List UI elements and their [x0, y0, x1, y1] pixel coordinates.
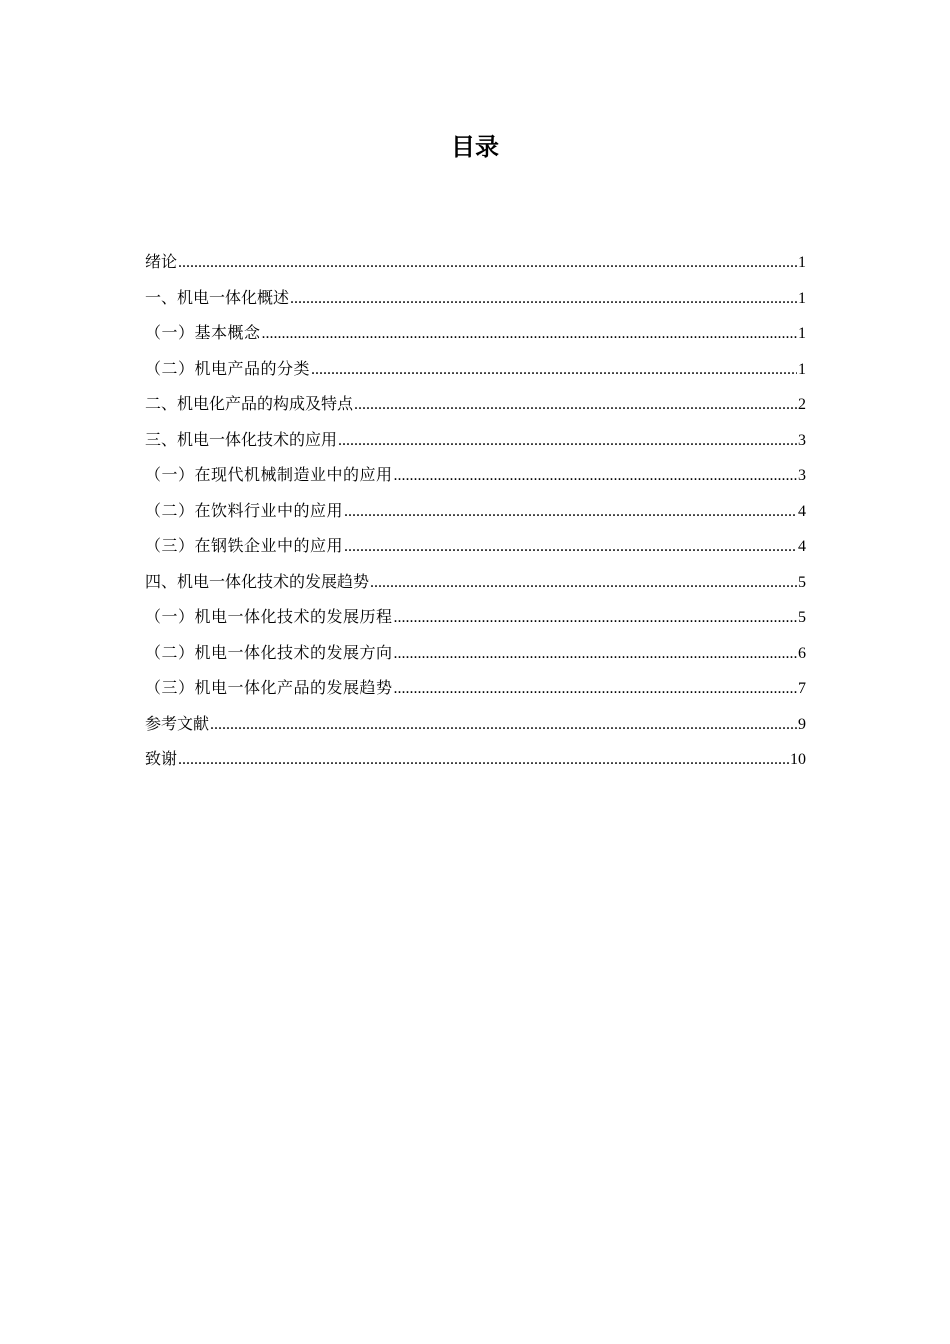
toc-entry[interactable]	[145, 280, 806, 316]
toc-page-number: 3	[798, 431, 806, 449]
toc-dot-leader	[394, 600, 797, 635]
toc-page-number: 6	[798, 644, 806, 662]
toc-page-number: 4	[798, 538, 806, 555]
toc-entry-text: （三）机电一体化产品的发展趋势	[145, 678, 393, 697]
toc-entry[interactable]	[145, 635, 806, 671]
toc-dot-leader	[344, 494, 797, 529]
toc-entry[interactable]	[145, 351, 806, 387]
toc-dot-leader	[338, 423, 797, 458]
toc-entry[interactable]	[145, 741, 806, 777]
toc-dot-leader	[344, 529, 797, 564]
toc-entry[interactable]	[145, 706, 806, 742]
toc-title: 目录	[451, 133, 499, 161]
toc-dot-leader	[370, 565, 797, 600]
toc-page-number: 2	[798, 396, 806, 413]
toc-entry[interactable]	[145, 528, 806, 564]
toc-page-number: 7	[798, 680, 806, 697]
toc-entry-text: 参考文献	[145, 713, 210, 733]
toc-list	[145, 244, 806, 777]
toc-entry-text: 四、机电一体化技术的发展趋势	[145, 571, 370, 591]
toc-entry-text: （二）在饮料行业中的应用	[145, 500, 344, 520]
toc-entry[interactable]	[145, 564, 806, 600]
toc-page-number: 1	[798, 289, 806, 307]
toc-entry[interactable]	[145, 670, 806, 706]
toc-dot-leader	[311, 352, 797, 387]
toc-dot-leader	[394, 458, 797, 493]
toc-page-number: 1	[798, 254, 806, 271]
toc-entry[interactable]	[145, 244, 806, 280]
toc-page-number: 5	[798, 573, 806, 591]
toc-dot-leader	[394, 671, 797, 706]
toc-dot-leader	[178, 742, 789, 777]
toc-entry[interactable]	[145, 599, 806, 635]
toc-dot-leader	[394, 636, 797, 671]
toc-page-number: 1	[798, 325, 806, 342]
toc-entry-text: 一、机电一体化概述	[145, 287, 290, 307]
toc-entry[interactable]	[145, 315, 806, 351]
toc-entry-text: （一）在现代机械制造业中的应用	[145, 465, 393, 484]
toc-entry-text: 二、机电化产品的构成及特点	[145, 394, 354, 413]
toc-dot-leader	[262, 316, 797, 351]
toc-dot-leader	[290, 281, 797, 316]
toc-entry-text: （二）机电产品的分类	[145, 358, 311, 378]
toc-entry[interactable]	[145, 386, 806, 422]
toc-entry[interactable]	[145, 457, 806, 493]
toc-entry-text: 致谢	[145, 749, 178, 768]
toc-dot-leader	[354, 387, 797, 422]
toc-page-number: 4	[798, 502, 806, 520]
toc-entry-text: 三、机电一体化技术的应用	[145, 429, 338, 449]
toc-page-number: 5	[798, 609, 806, 626]
toc-entry-text: （一）机电一体化技术的发展历程	[145, 607, 393, 626]
toc-dot-leader	[178, 245, 797, 280]
toc-dot-leader	[210, 707, 797, 742]
toc-page-number: 1	[798, 360, 806, 378]
toc-page-number: 10	[790, 751, 806, 768]
toc-page-number: 9	[798, 715, 806, 733]
toc-entry[interactable]	[145, 422, 806, 458]
toc-entry-text: （三）在钢铁企业中的应用	[145, 536, 344, 555]
toc-entry-text: （二）机电一体化技术的发展方向	[145, 642, 393, 662]
toc-page-number: 3	[798, 467, 806, 484]
toc-entry[interactable]	[145, 493, 806, 529]
toc-entry-text: 绪论	[145, 252, 178, 271]
toc-entry-text: （一）基本概念	[145, 323, 261, 342]
